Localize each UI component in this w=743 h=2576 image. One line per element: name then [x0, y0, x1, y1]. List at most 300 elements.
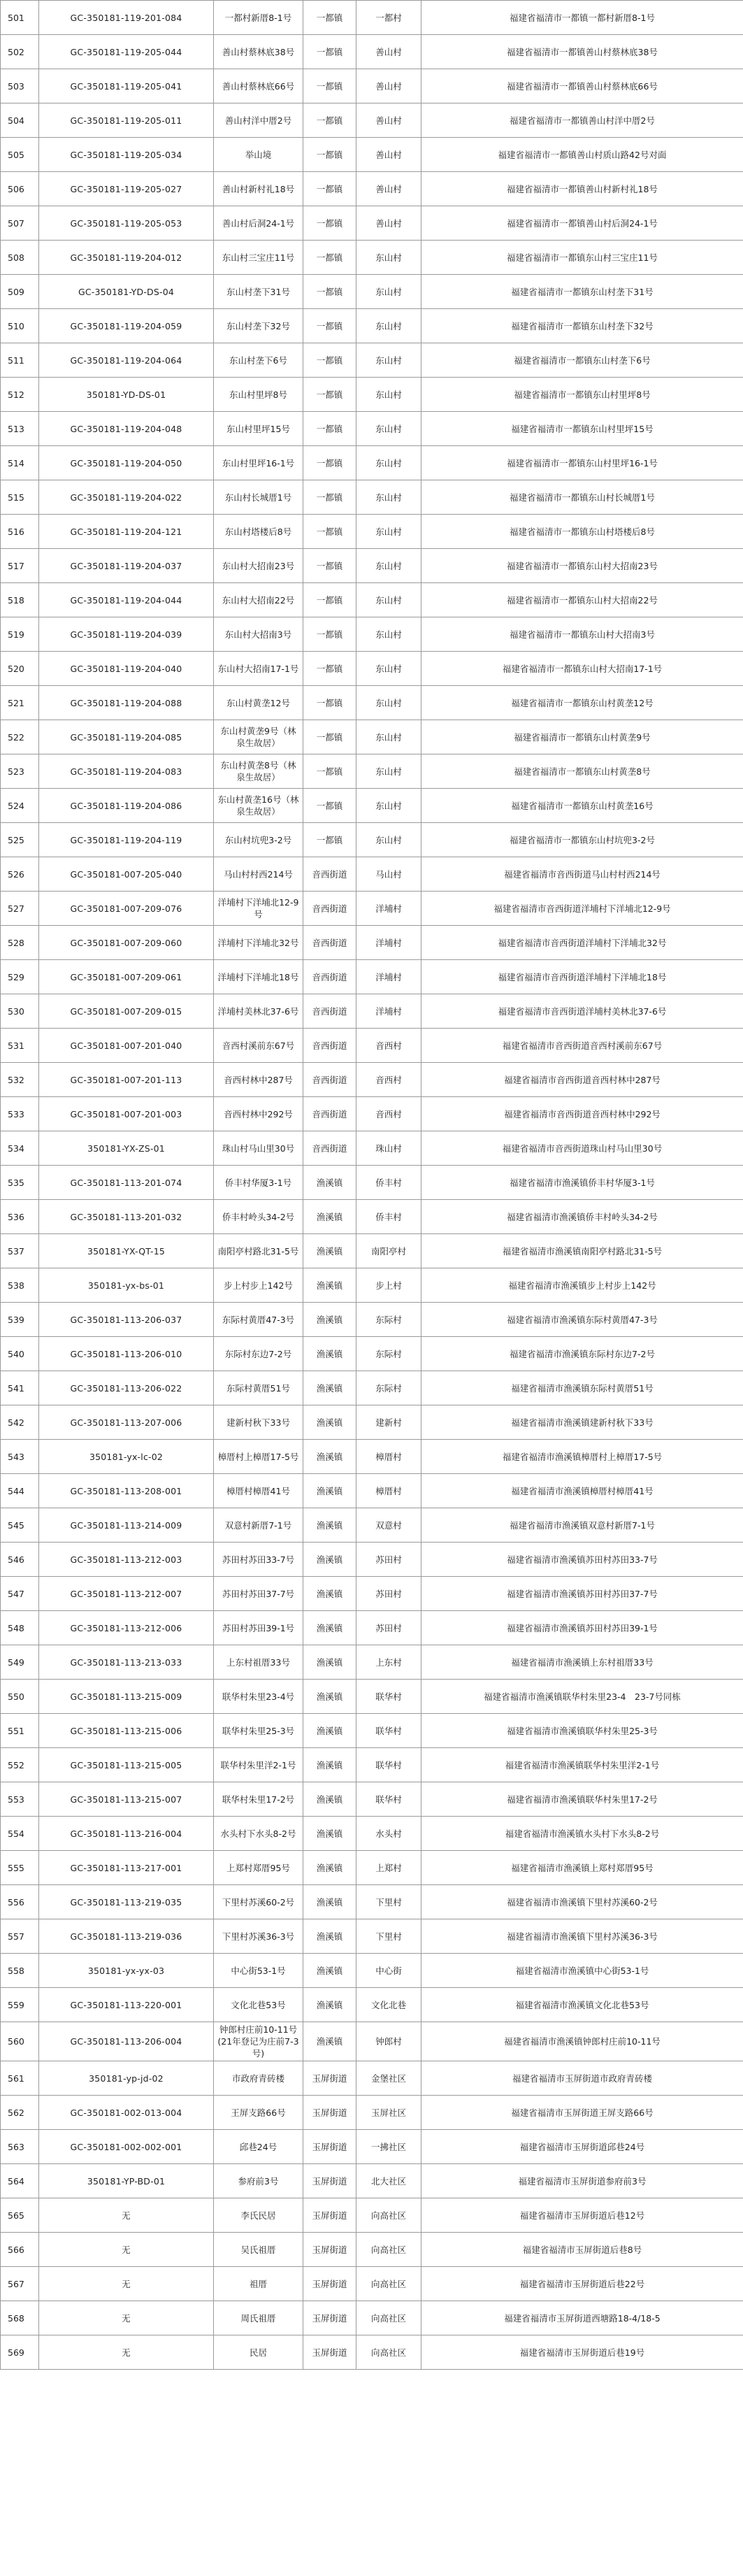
town-cell: 一都镇 — [303, 138, 356, 172]
row-number-cell: 533 — [1, 1097, 39, 1131]
village-cell: 苏田村 — [356, 1577, 421, 1611]
name-cell: 东山村黄垄12号 — [214, 686, 303, 720]
table-row — [1, 652, 743, 686]
name-cell: 联华村朱里17-2号 — [214, 1782, 303, 1817]
town-cell: 渔溪镇 — [303, 1988, 356, 2022]
address-cell: 福建省福清市一都镇东山村垄下32号 — [421, 309, 743, 343]
name-cell: 东山村坑兜3-2号 — [214, 823, 303, 857]
code-cell: GC-350181-113-217-001 — [39, 1851, 214, 1885]
row-number-cell: 511 — [1, 343, 39, 378]
town-cell: 玉屏街道 — [303, 2164, 356, 2198]
address-cell: 福建省福清市玉屏街道后巷12号 — [421, 2198, 743, 2233]
table-row — [1, 1508, 743, 1543]
name-cell: 音西村林中292号 — [214, 1097, 303, 1131]
address-cell: 福建省福清市渔溪镇下里村苏溪36-3号 — [421, 1919, 743, 1954]
address-cell: 福建省福清市渔溪镇水头村下水头8-2号 — [421, 1817, 743, 1851]
table-row — [1, 1268, 743, 1303]
address-cell: 福建省福清市玉屏街道王屏支路66号 — [421, 2096, 743, 2130]
town-cell: 一都镇 — [303, 480, 356, 515]
town-cell: 一都镇 — [303, 652, 356, 686]
address-cell: 福建省福清市玉屏街道市政府青砖楼 — [421, 2061, 743, 2096]
name-cell: 苏田村苏田39-1号 — [214, 1611, 303, 1645]
name-cell: 东山村里坪15号 — [214, 412, 303, 446]
code-cell: GC-350181-119-204-086 — [39, 789, 214, 823]
address-cell: 福建省福清市一都镇东山村大招南23号 — [421, 549, 743, 583]
name-cell: 音西村林中287号 — [214, 1063, 303, 1097]
village-cell: 金堡社区 — [356, 2061, 421, 2096]
table-row — [1, 138, 743, 172]
address-cell: 福建省福清市渔溪镇樟厝村上樟厝17-5号 — [421, 1440, 743, 1474]
town-cell: 一都镇 — [303, 343, 356, 378]
village-cell: 善山村 — [356, 206, 421, 241]
name-cell: 善山村洋中厝2号 — [214, 103, 303, 138]
name-cell: 善山村蔡林底66号 — [214, 69, 303, 103]
village-cell: 樟厝村 — [356, 1474, 421, 1508]
name-cell: 双意村新厝7-1号 — [214, 1508, 303, 1543]
table-row — [1, 515, 743, 549]
table-row — [1, 2301, 743, 2335]
village-cell: 玉屏社区 — [356, 2096, 421, 2130]
table-row — [1, 1577, 743, 1611]
row-number-cell: 535 — [1, 1166, 39, 1200]
address-cell: 福建省福清市渔溪镇钟郎村庄前10-11号 — [421, 2022, 743, 2061]
name-cell: 市政府青砖楼 — [214, 2061, 303, 2096]
code-cell: 350181-YD-DS-01 — [39, 378, 214, 412]
village-cell: 东山村 — [356, 378, 421, 412]
village-cell: 东山村 — [356, 412, 421, 446]
name-cell: 东山村黄垄16号（林泉生故居） — [214, 789, 303, 823]
code-cell: GC-350181-113-201-032 — [39, 1200, 214, 1234]
address-cell: 福建省福清市一都镇善山村洋中厝2号 — [421, 103, 743, 138]
row-number-cell: 568 — [1, 2301, 39, 2335]
town-cell: 音西街道 — [303, 1029, 356, 1063]
town-cell: 渔溪镇 — [303, 1782, 356, 1817]
table-row — [1, 2267, 743, 2301]
table-row — [1, 1303, 743, 1337]
code-cell: GC-350181-119-204-119 — [39, 823, 214, 857]
village-cell: 联华村 — [356, 1782, 421, 1817]
address-cell: 福建省福清市渔溪镇文化北巷53号 — [421, 1988, 743, 2022]
village-cell: 东山村 — [356, 446, 421, 480]
name-cell: 珠山村马山里30号 — [214, 1131, 303, 1166]
table-row — [1, 1817, 743, 1851]
table-row — [1, 172, 743, 206]
row-number-cell: 547 — [1, 1577, 39, 1611]
address-cell: 福建省福清市一都镇东山村大招南3号 — [421, 617, 743, 652]
town-cell: 渔溪镇 — [303, 1577, 356, 1611]
village-cell: 音西村 — [356, 1097, 421, 1131]
code-cell: GC-350181-113-212-003 — [39, 1543, 214, 1577]
address-cell: 福建省福清市渔溪镇联华村朱里洋2-1号 — [421, 1748, 743, 1782]
name-cell: 文化北巷53号 — [214, 1988, 303, 2022]
code-cell: GC-350181-113-219-036 — [39, 1919, 214, 1954]
address-cell: 福建省福清市渔溪镇双意村新厝7-1号 — [421, 1508, 743, 1543]
village-cell: 南阳亭村 — [356, 1234, 421, 1268]
table-row — [1, 206, 743, 241]
name-cell: 东山村里坪16-1号 — [214, 446, 303, 480]
address-cell: 福建省福清市渔溪镇苏田村苏田39-1号 — [421, 1611, 743, 1645]
row-number-cell: 541 — [1, 1371, 39, 1405]
row-number-cell: 506 — [1, 172, 39, 206]
row-number-cell: 562 — [1, 2096, 39, 2130]
address-cell: 福建省福清市一都镇东山村坑兜3-2号 — [421, 823, 743, 857]
row-number-cell: 539 — [1, 1303, 39, 1337]
row-number-cell: 521 — [1, 686, 39, 720]
village-cell: 向高社区 — [356, 2301, 421, 2335]
table-row — [1, 446, 743, 480]
table-row — [1, 960, 743, 994]
row-number-cell: 536 — [1, 1200, 39, 1234]
town-cell: 玉屏街道 — [303, 2301, 356, 2335]
address-cell: 福建省福清市一都镇东山村塔楼后8号 — [421, 515, 743, 549]
name-cell: 东山村垄下6号 — [214, 343, 303, 378]
town-cell: 渔溪镇 — [303, 1954, 356, 1988]
row-number-cell: 553 — [1, 1782, 39, 1817]
town-cell: 渔溪镇 — [303, 1714, 356, 1748]
name-cell: 善山村新村礼18号 — [214, 172, 303, 206]
name-cell: 侨丰村岭头34-2号 — [214, 1200, 303, 1234]
address-cell: 福建省福清市玉屏街道参府前3号 — [421, 2164, 743, 2198]
address-cell: 福建省福清市音西街道珠山村马山里30号 — [421, 1131, 743, 1166]
address-cell: 福建省福清市渔溪镇苏田村苏田37-7号 — [421, 1577, 743, 1611]
town-cell: 音西街道 — [303, 960, 356, 994]
row-number-cell: 505 — [1, 138, 39, 172]
town-cell: 一都镇 — [303, 275, 356, 309]
code-cell: GC-350181-YD-DS-04 — [39, 275, 214, 309]
row-number-cell: 552 — [1, 1748, 39, 1782]
table-row — [1, 343, 743, 378]
row-number-cell: 516 — [1, 515, 39, 549]
row-number-cell: 542 — [1, 1405, 39, 1440]
row-number-cell: 501 — [1, 1, 39, 35]
name-cell: 联华村朱里洋2-1号 — [214, 1748, 303, 1782]
table-row — [1, 994, 743, 1029]
table-row — [1, 2022, 743, 2061]
village-cell: 步上村 — [356, 1268, 421, 1303]
code-cell: GC-350181-002-013-004 — [39, 2096, 214, 2130]
code-cell: GC-350181-113-213-033 — [39, 1645, 214, 1680]
name-cell: 水头村下水头8-2号 — [214, 1817, 303, 1851]
town-cell: 玉屏街道 — [303, 2096, 356, 2130]
row-number-cell: 567 — [1, 2267, 39, 2301]
code-cell: 无 — [39, 2233, 214, 2267]
row-number-cell: 532 — [1, 1063, 39, 1097]
row-number-cell: 520 — [1, 652, 39, 686]
name-cell: 钟郎村庄前10-11号(21年登记为庄前7-3号) — [214, 2022, 303, 2061]
village-cell: 东山村 — [356, 720, 421, 754]
code-cell: GC-350181-113-220-001 — [39, 1988, 214, 2022]
town-cell: 一都镇 — [303, 686, 356, 720]
village-cell: 上东村 — [356, 1645, 421, 1680]
address-cell: 福建省福清市渔溪镇建新村秋下33号 — [421, 1405, 743, 1440]
town-cell: 音西街道 — [303, 1063, 356, 1097]
code-cell: GC-350181-007-209-060 — [39, 926, 214, 960]
code-cell: GC-350181-113-216-004 — [39, 1817, 214, 1851]
code-cell: GC-350181-007-201-003 — [39, 1097, 214, 1131]
address-cell: 福建省福清市渔溪镇苏田村苏田33-7号 — [421, 1543, 743, 1577]
code-cell: GC-350181-007-201-040 — [39, 1029, 214, 1063]
village-cell: 下里村 — [356, 1919, 421, 1954]
table-row — [1, 720, 743, 754]
table-row — [1, 2198, 743, 2233]
row-number-cell: 504 — [1, 103, 39, 138]
code-cell: GC-350181-119-204-022 — [39, 480, 214, 515]
table-row — [1, 686, 743, 720]
address-cell: 福建省福清市渔溪镇东际村黄厝47-3号 — [421, 1303, 743, 1337]
village-cell: 马山村 — [356, 857, 421, 892]
name-cell: 洋埔村下洋埔北18号 — [214, 960, 303, 994]
town-cell: 一都镇 — [303, 103, 356, 138]
village-cell: 侨丰村 — [356, 1200, 421, 1234]
row-number-cell: 554 — [1, 1817, 39, 1851]
address-cell: 福建省福清市一都镇东山村里坪15号 — [421, 412, 743, 446]
code-cell: GC-350181-119-204-048 — [39, 412, 214, 446]
name-cell: 侨丰村华厦3-1号 — [214, 1166, 303, 1200]
address-cell: 福建省福清市音西街道洋埔村下洋埔北12-9号 — [421, 892, 743, 926]
town-cell: 渔溪镇 — [303, 1371, 356, 1405]
code-cell: 350181-YX-QT-15 — [39, 1234, 214, 1268]
village-cell: 音西村 — [356, 1063, 421, 1097]
name-cell: 苏田村苏田37-7号 — [214, 1577, 303, 1611]
name-cell: 举山境 — [214, 138, 303, 172]
row-number-cell: 529 — [1, 960, 39, 994]
table-row — [1, 1919, 743, 1954]
village-cell: 建新村 — [356, 1405, 421, 1440]
code-cell: GC-350181-119-204-085 — [39, 720, 214, 754]
name-cell: 善山村蔡林底38号 — [214, 35, 303, 69]
code-cell: GC-350181-113-206-022 — [39, 1371, 214, 1405]
village-cell: 联华村 — [356, 1714, 421, 1748]
town-cell: 一都镇 — [303, 309, 356, 343]
row-number-cell: 560 — [1, 2022, 39, 2061]
address-cell: 福建省福清市渔溪镇联华村朱里23-4 23-7号同栋 — [421, 1680, 743, 1714]
address-cell: 福建省福清市一都镇东山村黄垄8号 — [421, 754, 743, 789]
town-cell: 一都镇 — [303, 1, 356, 35]
row-number-cell: 564 — [1, 2164, 39, 2198]
table-row — [1, 857, 743, 892]
code-cell: 350181-yx-bs-01 — [39, 1268, 214, 1303]
name-cell: 王屏支路66号 — [214, 2096, 303, 2130]
town-cell: 一都镇 — [303, 754, 356, 789]
name-cell: 祖厝 — [214, 2267, 303, 2301]
address-cell: 福建省福清市音西街道洋埔村下洋埔北18号 — [421, 960, 743, 994]
row-number-cell: 540 — [1, 1337, 39, 1371]
address-cell: 福建省福清市一都镇东山村长城厝1号 — [421, 480, 743, 515]
code-cell: GC-350181-113-212-006 — [39, 1611, 214, 1645]
table-row — [1, 789, 743, 823]
name-cell: 下里村苏溪60-2号 — [214, 1885, 303, 1919]
row-number-cell: 566 — [1, 2233, 39, 2267]
name-cell: 东山村大招南22号 — [214, 583, 303, 617]
table-row — [1, 1337, 743, 1371]
address-cell: 福建省福清市渔溪镇中心街53-1号 — [421, 1954, 743, 1988]
town-cell: 渔溪镇 — [303, 1851, 356, 1885]
table-row — [1, 2096, 743, 2130]
row-number-cell: 525 — [1, 823, 39, 857]
village-cell: 东山村 — [356, 754, 421, 789]
row-number-cell: 551 — [1, 1714, 39, 1748]
town-cell: 音西街道 — [303, 857, 356, 892]
row-number-cell: 538 — [1, 1268, 39, 1303]
table-row — [1, 35, 743, 69]
row-number-cell: 503 — [1, 69, 39, 103]
code-cell: GC-350181-113-215-005 — [39, 1748, 214, 1782]
row-number-cell: 517 — [1, 549, 39, 583]
name-cell: 联华村朱里25-3号 — [214, 1714, 303, 1748]
row-number-cell: 513 — [1, 412, 39, 446]
code-cell: GC-350181-119-204-064 — [39, 343, 214, 378]
town-cell: 音西街道 — [303, 892, 356, 926]
village-cell: 侨丰村 — [356, 1166, 421, 1200]
address-cell: 福建省福清市一都镇东山村垄下31号 — [421, 275, 743, 309]
code-cell: 350181-yx-yx-03 — [39, 1954, 214, 1988]
table-row — [1, 1440, 743, 1474]
table-row — [1, 1851, 743, 1885]
village-cell: 向高社区 — [356, 2335, 421, 2370]
village-cell: 联华村 — [356, 1680, 421, 1714]
town-cell: 一都镇 — [303, 446, 356, 480]
town-cell: 一都镇 — [303, 617, 356, 652]
address-cell: 福建省福清市玉屏街道后巷8号 — [421, 2233, 743, 2267]
town-cell: 一都镇 — [303, 35, 356, 69]
village-cell: 苏田村 — [356, 1611, 421, 1645]
village-cell: 向高社区 — [356, 2198, 421, 2233]
address-cell: 福建省福清市一都镇东山村里坪8号 — [421, 378, 743, 412]
row-number-cell: 563 — [1, 2130, 39, 2164]
village-cell: 樟厝村 — [356, 1440, 421, 1474]
table-row — [1, 1954, 743, 1988]
name-cell: 洋埔村下洋埔北32号 — [214, 926, 303, 960]
row-number-cell: 519 — [1, 617, 39, 652]
town-cell: 音西街道 — [303, 1131, 356, 1166]
code-cell: GC-350181-119-205-044 — [39, 35, 214, 69]
code-cell: GC-350181-119-201-084 — [39, 1, 214, 35]
address-cell: 福建省福清市渔溪镇侨丰村岭头34-2号 — [421, 1200, 743, 1234]
name-cell: 中心街53-1号 — [214, 1954, 303, 1988]
village-cell: 北大社区 — [356, 2164, 421, 2198]
name-cell: 樟厝村上樟厝17-5号 — [214, 1440, 303, 1474]
code-cell: GC-350181-119-204-039 — [39, 617, 214, 652]
code-cell: GC-350181-119-204-037 — [39, 549, 214, 583]
name-cell: 东山村塔楼后8号 — [214, 515, 303, 549]
code-cell: GC-350181-113-201-074 — [39, 1166, 214, 1200]
code-cell: GC-350181-119-204-121 — [39, 515, 214, 549]
name-cell: 东山村黄垄8号（林泉生故居） — [214, 754, 303, 789]
name-cell: 东山村垄下32号 — [214, 309, 303, 343]
address-cell: 福建省福清市一都镇善山村后洞24-1号 — [421, 206, 743, 241]
code-cell: GC-350181-119-205-053 — [39, 206, 214, 241]
town-cell: 一都镇 — [303, 378, 356, 412]
row-number-cell: 526 — [1, 857, 39, 892]
town-cell: 渔溪镇 — [303, 1200, 356, 1234]
address-cell: 福建省福清市玉屏街道西塘路18-4/18-5 — [421, 2301, 743, 2335]
row-number-cell: 507 — [1, 206, 39, 241]
table-row — [1, 1166, 743, 1200]
code-cell: 无 — [39, 2267, 214, 2301]
table-row — [1, 1885, 743, 1919]
name-cell: 东山村里坪8号 — [214, 378, 303, 412]
village-cell: 东际村 — [356, 1371, 421, 1405]
table-row — [1, 1988, 743, 2022]
table-row — [1, 1097, 743, 1131]
table-row — [1, 1714, 743, 1748]
village-cell: 东山村 — [356, 241, 421, 275]
village-cell: 东山村 — [356, 789, 421, 823]
address-cell: 福建省福清市玉屏街道后巷22号 — [421, 2267, 743, 2301]
table-row — [1, 1611, 743, 1645]
code-cell: GC-350181-113-214-009 — [39, 1508, 214, 1543]
village-cell: 善山村 — [356, 138, 421, 172]
name-cell: 邱巷24号 — [214, 2130, 303, 2164]
village-cell: 善山村 — [356, 172, 421, 206]
village-cell: 钟郎村 — [356, 2022, 421, 2061]
village-cell: 珠山村 — [356, 1131, 421, 1166]
name-cell: 苏田村苏田33-7号 — [214, 1543, 303, 1577]
code-cell: GC-350181-119-204-044 — [39, 583, 214, 617]
address-cell: 福建省福清市渔溪镇联华村朱里25-3号 — [421, 1714, 743, 1748]
code-cell: GC-350181-007-209-061 — [39, 960, 214, 994]
address-cell: 福建省福清市渔溪镇樟厝村樟厝41号 — [421, 1474, 743, 1508]
table-row — [1, 1029, 743, 1063]
table-row — [1, 1748, 743, 1782]
code-cell: GC-350181-007-201-113 — [39, 1063, 214, 1097]
row-number-cell: 545 — [1, 1508, 39, 1543]
name-cell: 上东村祖厝33号 — [214, 1645, 303, 1680]
name-cell: 建新村秋下33号 — [214, 1405, 303, 1440]
table-row — [1, 275, 743, 309]
row-number-cell: 534 — [1, 1131, 39, 1166]
row-number-cell: 565 — [1, 2198, 39, 2233]
name-cell: 南阳亭村路北31-5号 — [214, 1234, 303, 1268]
village-cell: 善山村 — [356, 35, 421, 69]
row-number-cell: 569 — [1, 2335, 39, 2370]
name-cell: 一都村新厝8-1号 — [214, 1, 303, 35]
row-number-cell: 502 — [1, 35, 39, 69]
address-cell: 福建省福清市一都镇东山村三宝庄11号 — [421, 241, 743, 275]
table-row — [1, 823, 743, 857]
name-cell: 马山村村西214号 — [214, 857, 303, 892]
town-cell: 渔溪镇 — [303, 1543, 356, 1577]
town-cell: 渔溪镇 — [303, 1508, 356, 1543]
town-cell: 一都镇 — [303, 583, 356, 617]
table-row — [1, 412, 743, 446]
table-row — [1, 69, 743, 103]
name-cell: 东际村黄厝51号 — [214, 1371, 303, 1405]
name-cell: 步上村步上142号 — [214, 1268, 303, 1303]
name-cell: 东山村三宝庄11号 — [214, 241, 303, 275]
code-cell: GC-350181-119-205-027 — [39, 172, 214, 206]
name-cell: 上郑村郑厝95号 — [214, 1851, 303, 1885]
table-row — [1, 1131, 743, 1166]
code-cell: 350181-YP-BD-01 — [39, 2164, 214, 2198]
address-cell: 福建省福清市渔溪镇联华村朱里17-2号 — [421, 1782, 743, 1817]
row-number-cell: 524 — [1, 789, 39, 823]
code-cell: GC-350181-007-209-076 — [39, 892, 214, 926]
code-cell: GC-350181-119-204-088 — [39, 686, 214, 720]
village-cell: 联华村 — [356, 1748, 421, 1782]
village-cell: 洋埔村 — [356, 994, 421, 1029]
code-cell: GC-350181-113-215-007 — [39, 1782, 214, 1817]
town-cell: 音西街道 — [303, 1097, 356, 1131]
table-row — [1, 1371, 743, 1405]
address-cell: 福建省福清市一都镇东山村垄下6号 — [421, 343, 743, 378]
row-number-cell: 561 — [1, 2061, 39, 2096]
table-row — [1, 892, 743, 926]
name-cell: 东山村长城厝1号 — [214, 480, 303, 515]
address-cell: 福建省福清市一都镇一都村新厝8-1号 — [421, 1, 743, 35]
address-cell: 福建省福清市一都镇善山村蔡林底38号 — [421, 35, 743, 69]
code-cell: GC-350181-113-219-035 — [39, 1885, 214, 1919]
